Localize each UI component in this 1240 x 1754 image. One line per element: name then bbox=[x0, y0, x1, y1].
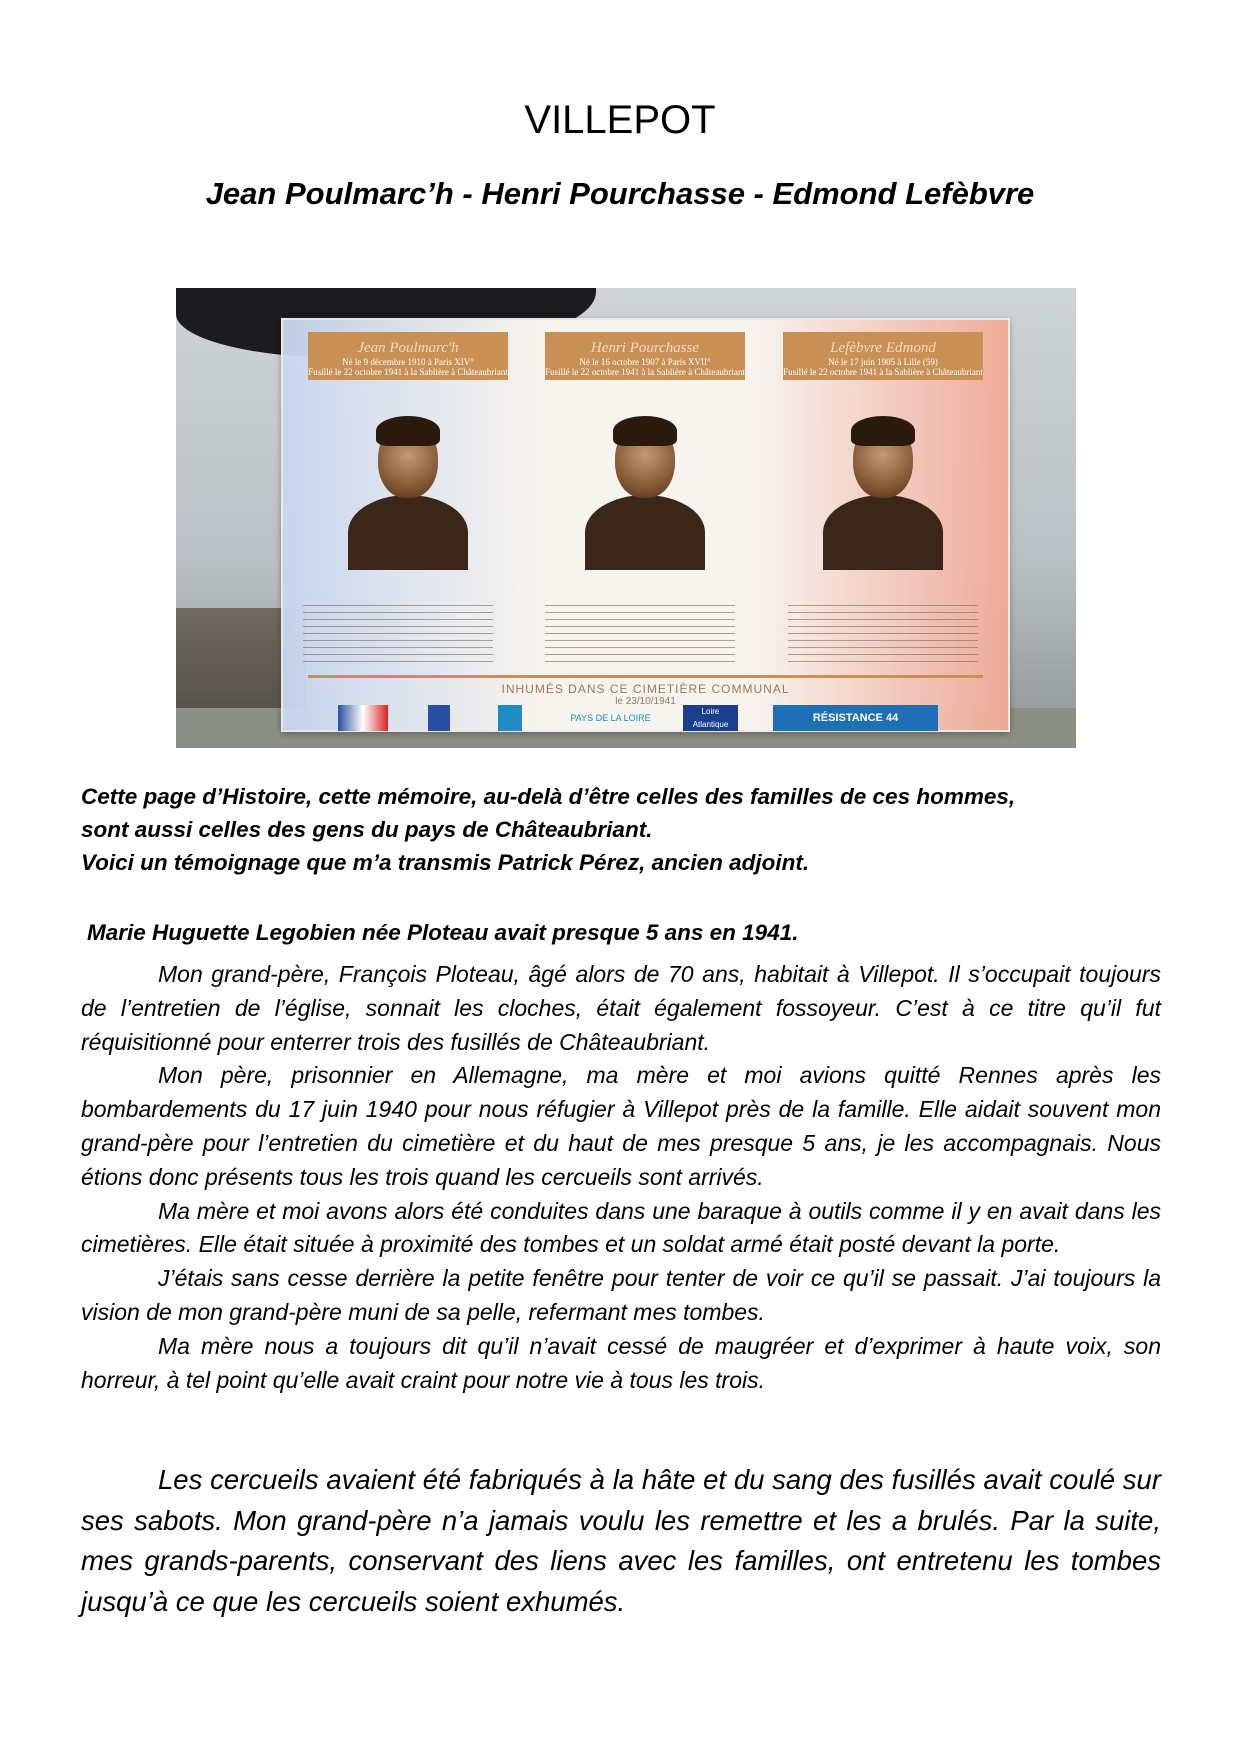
plaque-biography-text bbox=[303, 605, 493, 665]
plaque-name-tag bbox=[308, 332, 508, 380]
department-logo: Loire Atlantique bbox=[683, 705, 738, 731]
testimony-heading: Marie Huguette Legobien née Ploteau avait presque 5 ans en 1941. bbox=[87, 920, 799, 945]
plaque-birth: Né le 17 juin 1905 à Lille (59) bbox=[828, 357, 938, 367]
plaque-name: Lefèbvre Edmond bbox=[830, 340, 936, 356]
intro-line: Voici un témoignage que m’a transmis Patrick Pérez, ancien adjoint. bbox=[81, 850, 810, 875]
plaque-name: Jean Poulmarc'h bbox=[357, 340, 459, 356]
region-logo: PAYS DE LA LOIRE bbox=[570, 713, 651, 723]
testimony-paragraph: Ma mère nous a toujours dit qu’il n’avait cessé de maugréer et d’exprimer à haute voix, son horreur, à tel point qu’elle avait craint pour notre vie à tous les trois. bbox=[81, 1332, 1161, 1393]
testimony-closing: Les cercueils avaient été fabriqués à la hâte et du sang des fusillés avait coulé sur ses sabots. Mon grand-père n’a jamais voulu les remettre et les a brulés. Par la suite, mes grands-parents, conservant des liens avec les familles, ont entretenu les tombes jusqu’à ce que les cercueils soient exhumés. bbox=[81, 1464, 1161, 1617]
testimony-body bbox=[81, 958, 1161, 1397]
plaque-biography-text bbox=[545, 605, 735, 665]
portrait-body bbox=[348, 495, 468, 570]
plaque-logos bbox=[318, 705, 978, 733]
memorial-plaque bbox=[281, 318, 1010, 732]
portrait-jean-poulmarch bbox=[343, 420, 473, 570]
flag-logo bbox=[338, 705, 388, 731]
coat-of-arms-logo bbox=[428, 705, 450, 731]
portrait-edmond-lefebvre bbox=[818, 420, 948, 570]
plaque-banner bbox=[308, 675, 983, 707]
portrait-henri-pourchasse bbox=[580, 420, 710, 570]
testimony-paragraph: Ma mère et moi avons alors été conduites dans une baraque à outils comme il y en avait dans les cimetières. Elle était située à proximité des tombes et un soldat armé était posté devant la porte. bbox=[81, 1197, 1161, 1258]
intro-text bbox=[81, 780, 1161, 879]
memorial-plaque-photo bbox=[176, 288, 1076, 748]
plaque-name: Henri Pourchasse bbox=[590, 340, 700, 356]
plaque-death: Fusillé le 22 octobre 1941 à la Sablière à Châteaubriant bbox=[308, 367, 508, 377]
plaque-death: Fusillé le 22 octobre 1941 à la Sablière à Châteaubriant bbox=[783, 367, 983, 377]
plaque-birth: Né le 16 octobre 1907 à Paris XVII° bbox=[579, 357, 711, 367]
intro-line: sont aussi celles des gens du pays de Châteaubriant. bbox=[81, 817, 653, 842]
intro-line: Cette page d’Histoire, cette mémoire, au-delà d’être celles des familles de ces hommes, bbox=[81, 784, 1016, 809]
plaque-banner-date: le 23/10/1941 bbox=[615, 696, 676, 707]
commune-logo bbox=[498, 705, 522, 731]
testimony-paragraph: Mon père, prisonnier en Allemagne, ma mère et moi avions quitté Rennes après les bombardements du 17 juin 1940 pour nous réfugier à Villepot près de la famille. Elle aidait souvent mon grand-père pour l’entretien du cimetière et du haut de mes presque 5 ans, je les accompagnais. Nous étions donc présents tous les trois quand les cercueils sont arrivés. bbox=[81, 1062, 1161, 1190]
resistance-logo: RÉSISTANCE 44 bbox=[773, 705, 938, 731]
page-subtitle: Jean Poulmarc’h - Henri Pourchasse - Edmond Lefèbvre bbox=[205, 176, 1035, 211]
page-title: VILLEPOT bbox=[524, 98, 716, 142]
portrait-hair bbox=[376, 416, 440, 446]
plaque-death: Fusillé le 22 octobre 1941 à la Sablière à Châteaubriant bbox=[545, 367, 745, 377]
testimony-paragraph: J’étais sans cesse derrière la petite fenêtre pour tenter de voir ce qu’il se passait. J’ai toujours la vision de mon grand-père muni de sa pelle, refermant mes tombes. bbox=[81, 1265, 1161, 1325]
portrait-body bbox=[585, 495, 705, 570]
portrait-hair bbox=[851, 416, 915, 446]
plaque-banner-text: INHUMÉS DANS CE CIMETIÈRE COMMUNAL bbox=[501, 682, 790, 696]
portrait-hair bbox=[613, 416, 677, 446]
plaque-name-tag bbox=[783, 332, 983, 380]
plaque-name-tag bbox=[545, 332, 745, 380]
testimony-paragraph: Mon grand-père, François Ploteau, âgé alors de 70 ans, habitait à Villepot. Il s’occupait toujours de l’entretien de l’église, sonnait les cloches, était également fossoyeur. C’est à ce titre qu’il fut réquisitionné pour enterrer trois des fusillés de Châteaubriant. bbox=[81, 961, 1161, 1055]
plaque-birth: Né le 9 décembre 1910 à Paris XIV° bbox=[342, 357, 474, 367]
portrait-body bbox=[823, 495, 943, 570]
plaque-biography-text bbox=[788, 605, 978, 665]
